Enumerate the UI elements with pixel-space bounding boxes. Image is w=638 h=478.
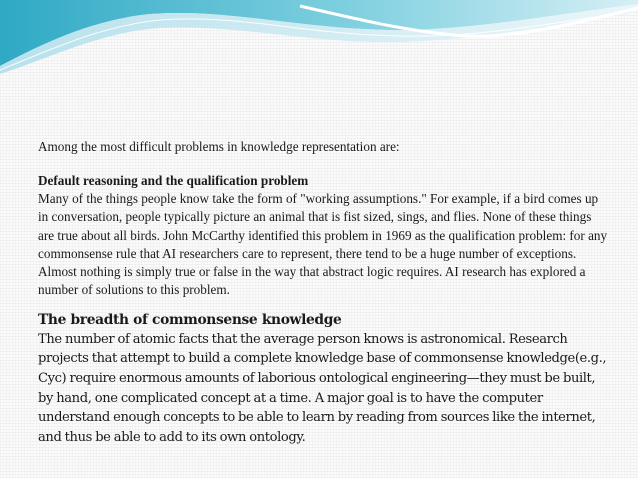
- section-heading: The breadth of commonsense knowledge: [38, 311, 342, 328]
- intro-text: Among the most difficult problems in knowledge representation are:: [38, 139, 400, 154]
- section-body: The number of atomic facts that the average person knows is astronomical. Research projects that attempt to build a complete knowledge base of commonsense knowledge(e.g., Cyc) require enormous amounts of laborious ontological engineering—they must be built, by hand, one complicated concept at a time. A major goal is to have the computer understand enough concepts to be able to learn by reading from sources like the internet, and thus be able to add to its own ontology.: [38, 331, 607, 445]
- header-wave-decoration: [0, 0, 638, 80]
- section-default-reasoning: [38, 172, 608, 300]
- slide-content: [38, 138, 608, 447]
- section-heading: Default reasoning and the qualification problem: [38, 173, 309, 188]
- section-body: Many of the things people know take the form of "working assumptions." For example, if a bird comes up in conversation, people typically picture an animal that is fist sized, sings, and flies. None of these things are true about all birds. John McCarthy identified this problem in 1969 as the qualification problem: for any commonsense rule that AI researchers care to represent, there tend to be a huge number of exceptions. Almost nothing is simply true or false in the way that abstract logic requires. AI research has explored a number of solutions to this problem.: [38, 191, 608, 298]
- section-commonsense-breadth: [38, 311, 608, 448]
